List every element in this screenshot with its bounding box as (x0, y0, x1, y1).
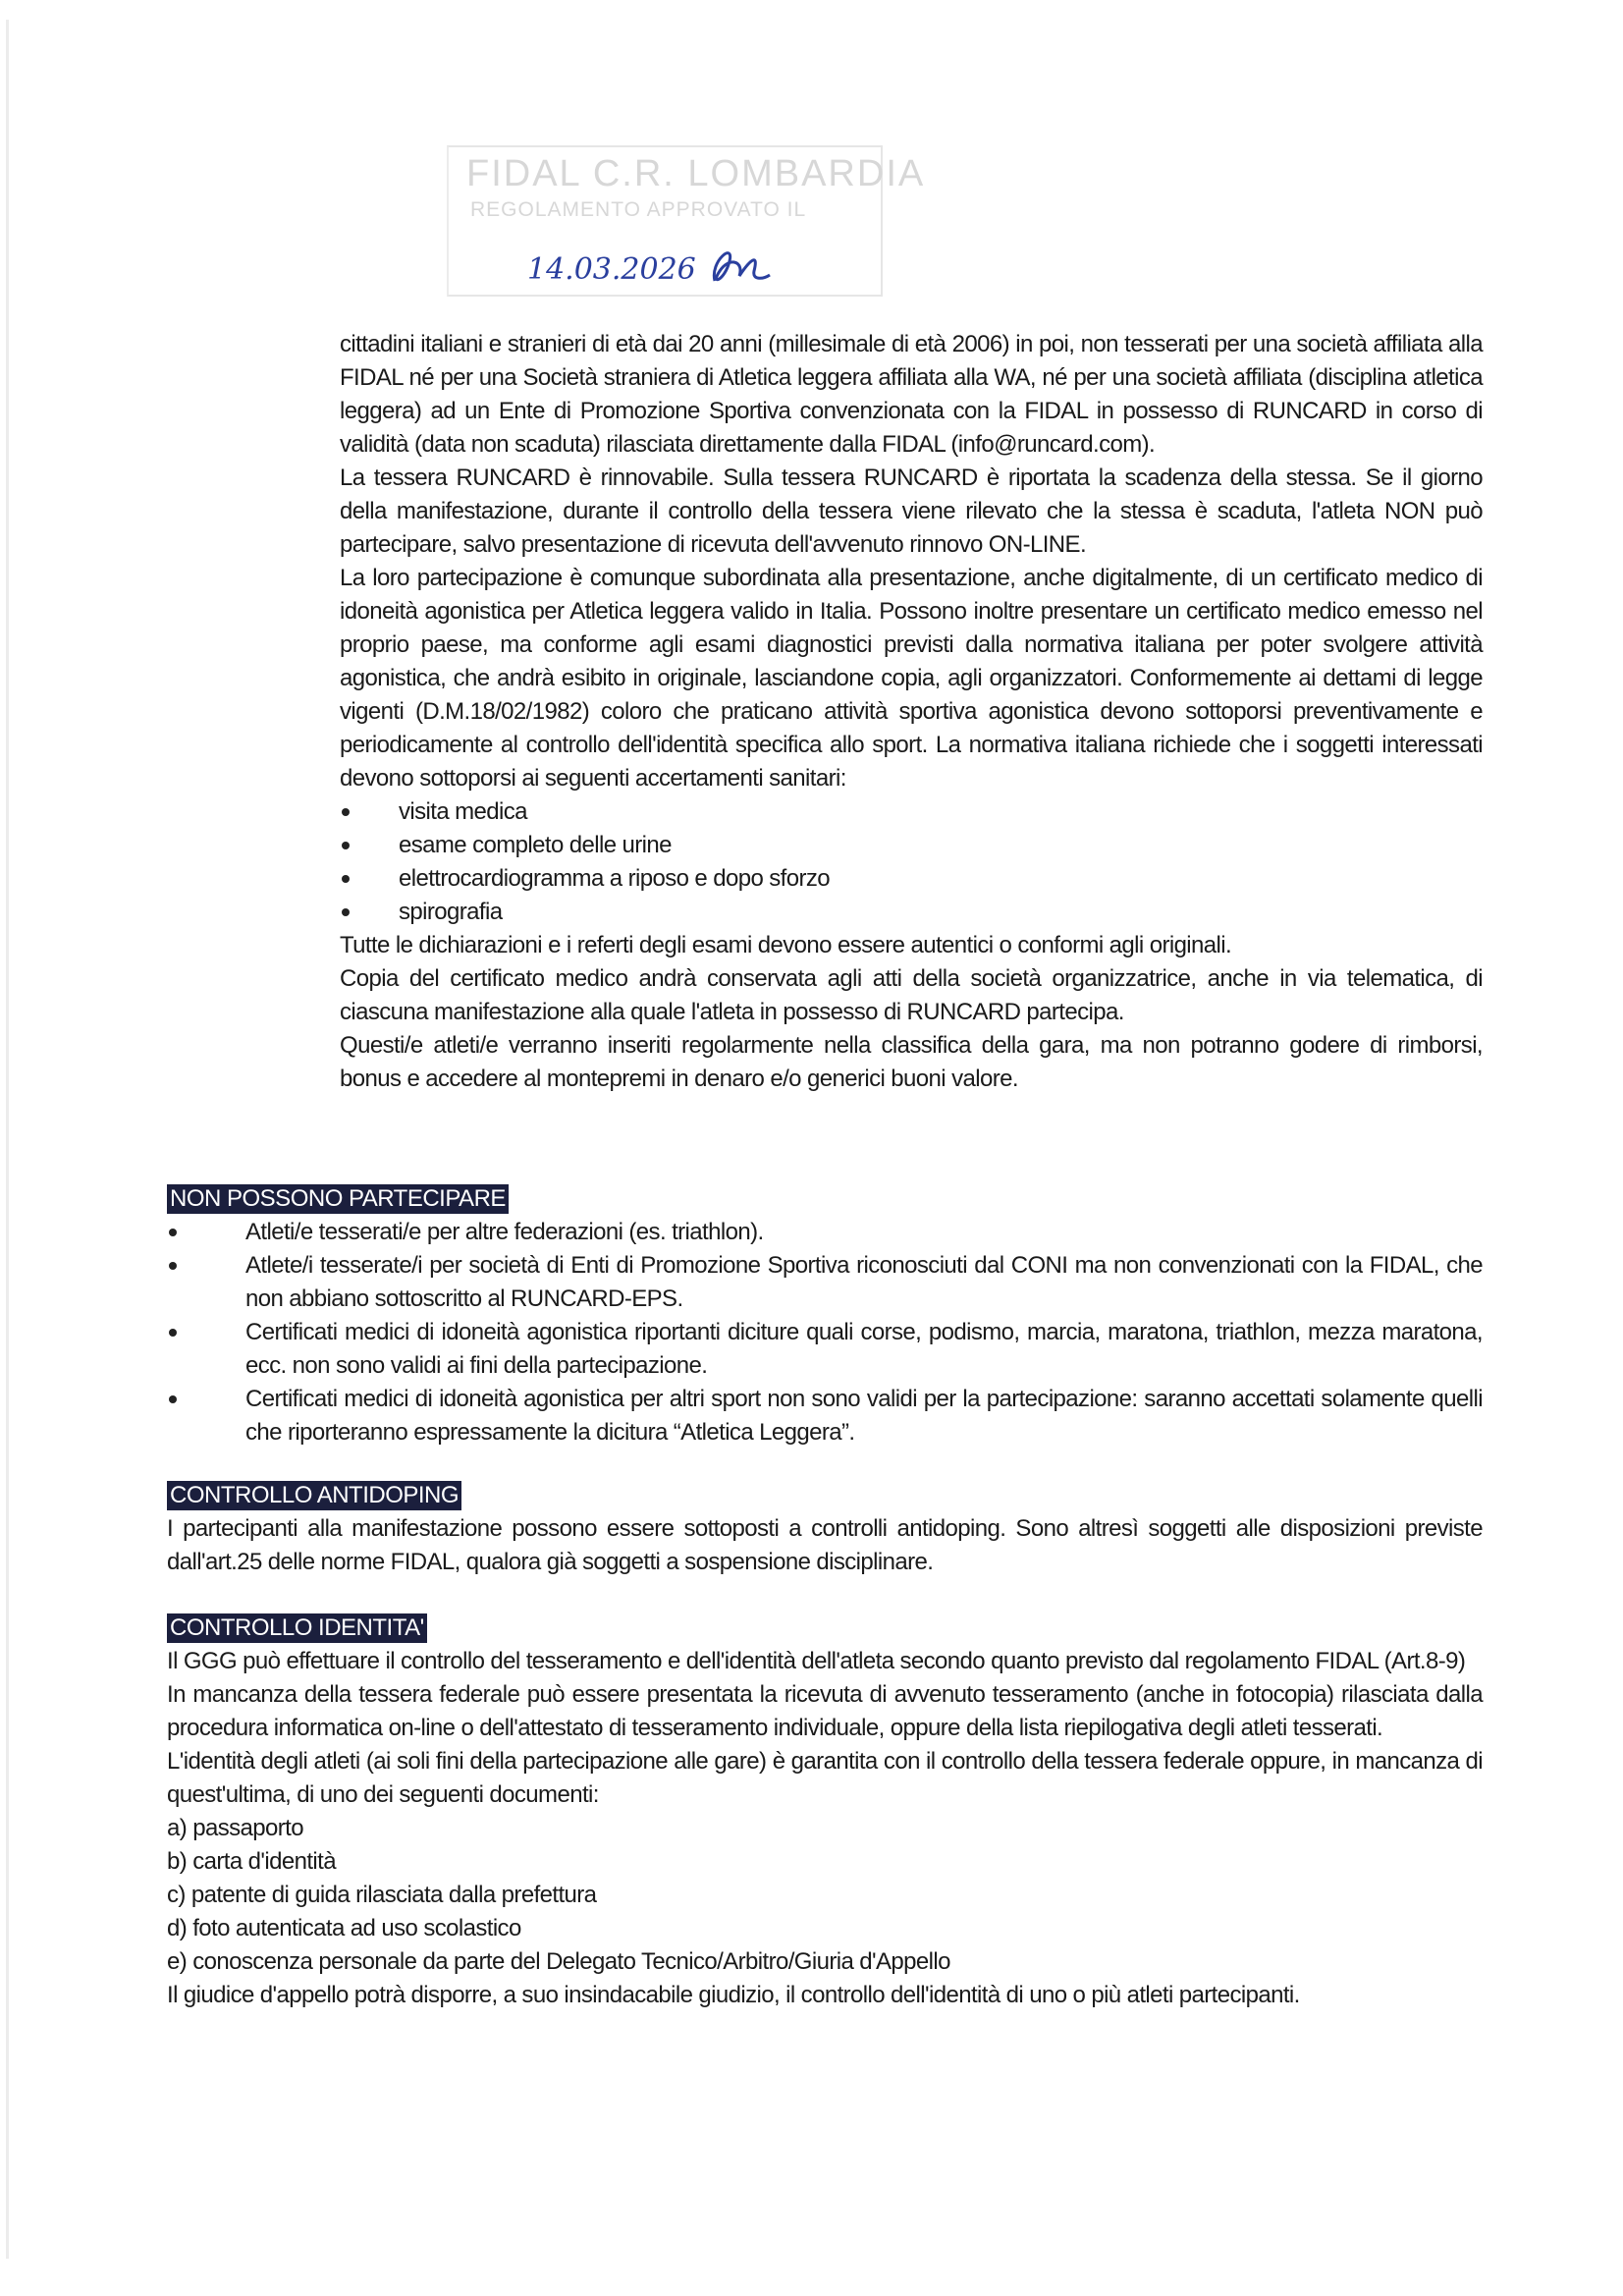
scan-edge (6, 20, 9, 2259)
signature-icon (705, 242, 774, 291)
paragraph: Questi/e atleti/e verranno inseriti regolarmente nella classifica della gara, ma non potranno godere di rimborsi, bonus e accedere al montepremi in denaro e/o generici buoni valore. (340, 1032, 1483, 1092)
bullet-icon (342, 808, 350, 816)
stamp-handwritten-date: 14.03.2026 (527, 242, 774, 291)
document-item: e) conoscenza personale da parte del Delegato Tecnico/Arbitro/Giuria d'Appello (167, 1948, 950, 1975)
paragraph: L'identità degli atleti (ai soli fini della partecipazione alle gare) è garantita con il controllo della tessera federale oppure, in mancanza di quest'ultima, di uno dei seguenti documenti: (167, 1748, 1483, 1808)
list-item: Atlete/i tesserate/i per società di Enti di Promozione Sportiva riconosciuti dal CONI ma non convenzionati con la FIDAL, che non abbiano sottoscritto al RUNCARD-EPS. (167, 1249, 1483, 1316)
document-item: d) foto autenticata ad uso scolastico (167, 1915, 521, 1941)
paragraph: Tutte le dichiarazioni e i referti degli esami devono essere autentici o conformi agli originali. (340, 932, 1232, 958)
list-item: spirografia (340, 896, 1483, 929)
runcard-section (340, 328, 1483, 1096)
bullet-icon (342, 875, 350, 883)
list-item: Certificati medici di idoneità agonistica per altri sport non sono validi per la partecipazione: saranno accettati solamente quelli che riporteranno espressamente la dicitura “Atletica Leggera”. (167, 1383, 1483, 1449)
bullet-icon (169, 1229, 177, 1236)
bullet-icon (169, 1395, 177, 1403)
list-item: elettrocardiogramma a riposo e dopo sforzo (340, 862, 1483, 896)
paragraph: cittadini italiani e stranieri di età dai 20 anni (millesimale di età 2006) in poi, non tesserati per una società affiliata alla FIDAL né per una Società straniera di Atletica leggera affiliata alla WA, né per una società affiliata (disciplina atletica leggera) ad un Ente di Promozione Sportiva convenzionata con la FIDAL in possesso di RUNCARD in corso di validità (data non scaduta) rilasciata direttamente dalla FIDAL (info@runcard.com). (340, 331, 1483, 458)
paragraph: La tessera RUNCARD è rinnovabile. Sulla tessera RUNCARD è riportata la scadenza della stessa. Se il giorno della manifestazione, durante il controllo della tessera viene rilevato che la stessa è scaduta, l'atleta NON può partecipare, salvo presentazione di ricevuta dell'avvenuto rinnovo ON-LINE. (340, 465, 1483, 558)
document-item: a) passaporto (167, 1815, 303, 1841)
paragraph: Il giudice d'appello potrà disporre, a suo insindacabile giudizio, il controllo dell'identità di uno o più atleti partecipanti. (167, 1982, 1300, 2008)
paragraph: La loro partecipazione è comunque subordinata alla presentazione, anche digitalmente, di un certificato medico di idoneità agonistica per Atletica leggera valido in Italia. Possono inoltre presentare un certificato medico emesso nel proprio paese, ma conforme agli esami diagnostici previsti dalla normativa italiana per poter svolgere attività agonistica, che andrà esibito in originale, lasciandone copia, agli organizzatori. Conformemente ai dettami di legge vigenti (D.M.18/02/1982) coloro che praticano attività sportiva agonistica devono sottoporsi preventivamente e periodicamente al controllo dell'identità specifica allo sport. La normativa italiana richiede che i soggetti interessati devono sottoporsi ai seguenti accertamenti sanitari: (340, 565, 1483, 792)
exclusion-list (167, 1216, 1483, 1449)
document-item: b) carta d'identità (167, 1848, 336, 1875)
list-item: Certificati medici di idoneità agonistica riportanti diciture quali corse, podismo, marcia, maratona, triathlon, mezza maratona, ecc. non sono validi ai fini della partecipazione. (167, 1316, 1483, 1383)
paragraph: Il GGG può effettuare il controllo del tesseramento e dell'identità dell'atleta secondo quanto previsto dal regolamento FIDAL (Art.8-9) (167, 1648, 1466, 1674)
paragraph: Copia del certificato medico andrà conservata agli atti della società organizzatrice, anche in via telematica, di ciascuna manifestazione alla quale l'atleta in possesso di RUNCARD partecipa. (340, 965, 1483, 1025)
list-item: esame completo delle urine (340, 829, 1483, 862)
paragraph: I partecipanti alla manifestazione possono essere sottoposti a controlli antidoping. Sono altresì soggetti alle disposizioni previste dall'art.25 delle norme FIDAL, qualora già soggetti a sospensione disciplinare. (167, 1515, 1483, 1575)
paragraph: In mancanza della tessera federale può essere presentata la ricevuta di avvenuto tesseramento (anche in fotocopia) rilasciata dalla procedura informatica on-line o dell'attestato di tesseramento individuale, oppure della lista riepilogativa degli atleti tesserati. (167, 1681, 1483, 1741)
non-possono-section (167, 1184, 1483, 1449)
document-item: c) patente di guida rilasciata dalla prefettura (167, 1882, 597, 1908)
stamp-subtitle: REGOLAMENTO APPROVATO IL (470, 198, 807, 221)
list-item: visita medica (340, 795, 1483, 829)
bullet-icon (169, 1329, 177, 1337)
list-item: Atleti/e tesserati/e per altre federazioni (es. triathlon). (167, 1216, 1483, 1249)
antidoping-section (167, 1481, 1483, 1579)
bullet-icon (342, 842, 350, 849)
approval-stamp (447, 145, 926, 297)
medical-exams-list (340, 795, 1483, 929)
stamp-title: FIDAL C.R. LOMBARDIA (466, 153, 926, 194)
identita-section (167, 1613, 1483, 2012)
section-heading: NON POSSONO PARTECIPARE (167, 1184, 509, 1214)
bullet-icon (169, 1262, 177, 1270)
section-heading: CONTROLLO IDENTITA' (167, 1613, 427, 1643)
section-heading: CONTROLLO ANTIDOPING (167, 1481, 461, 1510)
bullet-icon (342, 908, 350, 916)
